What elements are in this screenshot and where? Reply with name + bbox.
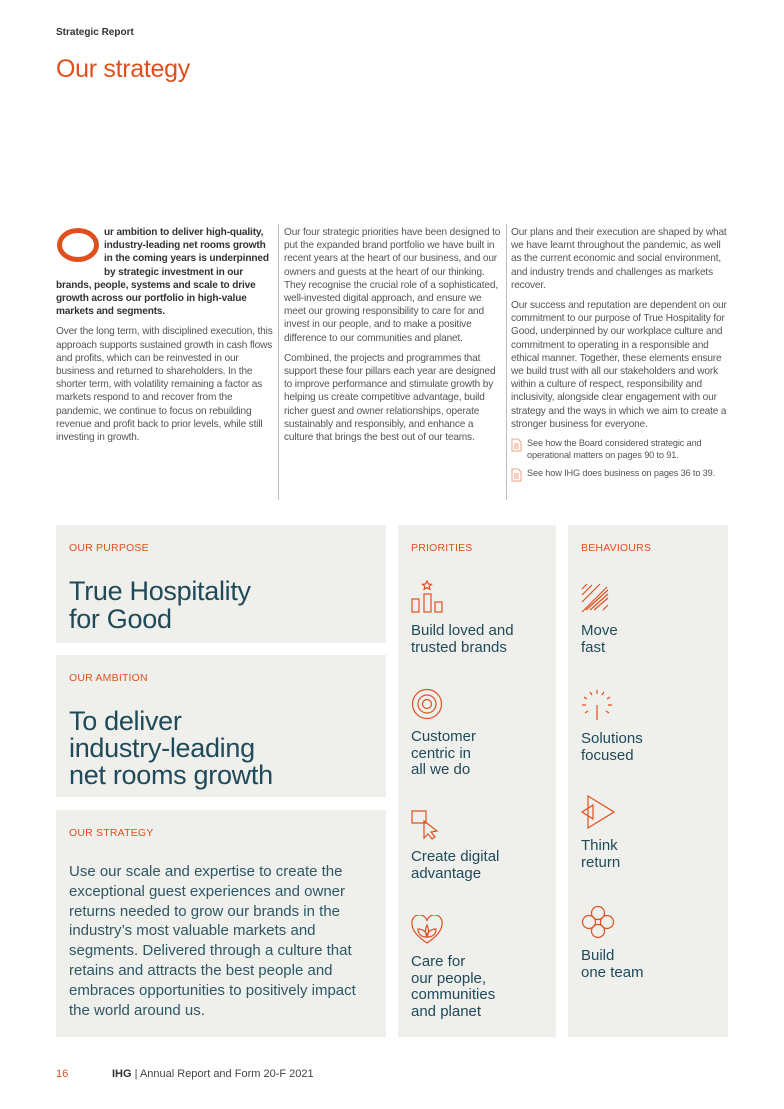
spark-icon bbox=[581, 688, 613, 722]
ambition-panel bbox=[56, 655, 386, 797]
play-triangle-icon bbox=[581, 795, 615, 829]
section-label: Strategic Report bbox=[56, 27, 134, 38]
behaviours-tag: BEHAVIOURS bbox=[581, 542, 652, 554]
strategy-tag: OUR STRATEGY bbox=[69, 827, 154, 839]
behaviour-item bbox=[581, 905, 644, 981]
page-title: Our strategy bbox=[56, 55, 190, 83]
strategy-text: Use our scale and expertise to create the exceptional guest experiences and owner returns needed to grow our brands in the industry’s most valuable markets and segments. Delivered through a culture that retains and attracts the best people and embraces opportunities to positively impact the world around us. bbox=[69, 863, 356, 1019]
behaviour-label: one team bbox=[581, 963, 644, 981]
strategy-panel bbox=[56, 810, 386, 1037]
purpose-line: True Hospitality bbox=[69, 576, 251, 606]
behaviour-label: fast bbox=[581, 638, 606, 656]
behaviour-label: Think bbox=[581, 837, 618, 854]
priority-label: communities bbox=[411, 986, 496, 1003]
behaviour-item bbox=[581, 580, 618, 656]
purpose-panel bbox=[56, 525, 386, 643]
priority-item bbox=[411, 580, 514, 656]
divider bbox=[278, 224, 279, 500]
purpose-tag: OUR PURPOSE bbox=[69, 542, 149, 554]
ambition-line: To deliver bbox=[69, 706, 182, 736]
priority-label: trusted brands bbox=[411, 638, 507, 656]
paragraph: Our success and reputation are dependent on our commitment to our purpose of True Hospitality for Good, underpinned by our workplace culture and commitment to operating in a responsible and ethical manner. Together, these elements ensure we build trust with all our stakeholders and work within a culture of respect, responsibility and inclusivity, alongside clear engagement with our strategy and the ways in which we aim to create a stronger business for everyone. bbox=[511, 300, 727, 430]
priority-label: Create digital bbox=[411, 848, 500, 865]
heart-leaf-icon bbox=[411, 915, 443, 945]
priority-label: advantage bbox=[411, 864, 482, 882]
behaviour-label: Build bbox=[581, 947, 615, 964]
behaviour-label: return bbox=[581, 853, 621, 871]
priority-label: Care for bbox=[411, 953, 466, 970]
column-2 bbox=[284, 226, 502, 451]
priority-label: our people, bbox=[411, 969, 487, 987]
cursor-icon bbox=[411, 810, 441, 840]
target-icon bbox=[411, 688, 443, 720]
priority-label: all we do bbox=[411, 761, 471, 778]
behaviour-label: focused bbox=[581, 746, 634, 764]
ambition-tag: OUR AMBITION bbox=[69, 672, 148, 684]
paragraph: Over the long term, with disciplined execution, this approach supports sustained growth in cash flows and profits, which can be reinvested in our business and returned to shareholders. In the shorter term, with volatility remaining a factor as markets respond to and recover from the pandemic, we continue to focus on rebuilding revenue and profit back to prior levels, while still investing in growth. bbox=[56, 326, 273, 444]
reference-text: See how the Board considered strategic and operational matters on pages 90 to 91. bbox=[527, 438, 702, 460]
page-number: 16 bbox=[56, 1068, 69, 1080]
priority-label: and planet bbox=[411, 1002, 482, 1020]
priorities-tag: PRIORITIES bbox=[411, 542, 473, 554]
document-icon bbox=[511, 468, 522, 482]
speed-lines-icon bbox=[581, 580, 611, 614]
priority-label: Customer bbox=[411, 728, 477, 745]
lead-text: ur ambition to deliver high-quality, industry-leading net rooms growth in the coming years is underpinned by strategic investment in our brands, people, systems and scale to drive growth across our portfolio in high-value markets and segments. bbox=[56, 227, 269, 318]
document-icon bbox=[511, 438, 522, 452]
footer-text bbox=[112, 1068, 314, 1080]
priority-item bbox=[411, 688, 476, 779]
dropcap-o bbox=[56, 226, 100, 266]
reference-link[interactable] bbox=[511, 468, 729, 482]
behaviours-panel bbox=[568, 525, 728, 1037]
purpose-line: for Good bbox=[69, 604, 172, 634]
paragraph: Our plans and their execution are shaped by what we have learnt throughout the pandemic, as well as the current economic and social environment, and industry trends and challenges as markets recover. bbox=[511, 227, 727, 291]
behaviour-label: Move bbox=[581, 622, 618, 639]
priorities-panel bbox=[398, 525, 556, 1037]
behaviour-label: Solutions bbox=[581, 730, 643, 747]
flower-icon bbox=[581, 905, 615, 939]
column-3 bbox=[511, 226, 729, 489]
paragraph: Combined, the projects and programmes that support these four pillars each year are designed to improve performance and stimulate growth by helping us create competitive advantage, build richer guest and owner relationships, operate sustainably and responsibly, and enhance a culture that brings the best out of our teams. bbox=[284, 352, 496, 444]
divider bbox=[506, 224, 507, 500]
footer-separator: | bbox=[134, 1068, 138, 1080]
reference-link[interactable] bbox=[511, 438, 729, 461]
column-1 bbox=[56, 226, 274, 451]
ambition-line: industry-leading bbox=[69, 733, 255, 763]
brand-podium-icon bbox=[411, 580, 447, 614]
behaviour-item bbox=[581, 795, 620, 871]
behaviour-item bbox=[581, 688, 643, 764]
ambition-line: net rooms growth bbox=[69, 760, 273, 790]
footer-doc-title: Annual Report and Form 20-F 2021 bbox=[139, 1068, 314, 1080]
priority-item bbox=[411, 915, 495, 1020]
priority-label: Build loved and bbox=[411, 622, 514, 639]
priority-item bbox=[411, 810, 499, 882]
lead-paragraph bbox=[56, 226, 274, 318]
reference-text: See how IHG does business on pages 36 to 39. bbox=[527, 468, 715, 479]
paragraph: Our four strategic priorities have been designed to put the expanded brand portfolio we have built in recent years at the heart of our business, and our owners and guests at the heart of our thinking. They recognise the crucial role of a sophisticated, well-invested digital approach, and ensure we meet our growing responsibility to care for and invest in our people, and to make a positive difference to our communities and planet. bbox=[284, 227, 501, 344]
footer-brand: IHG bbox=[112, 1068, 132, 1080]
priority-label: centric in bbox=[411, 744, 472, 762]
